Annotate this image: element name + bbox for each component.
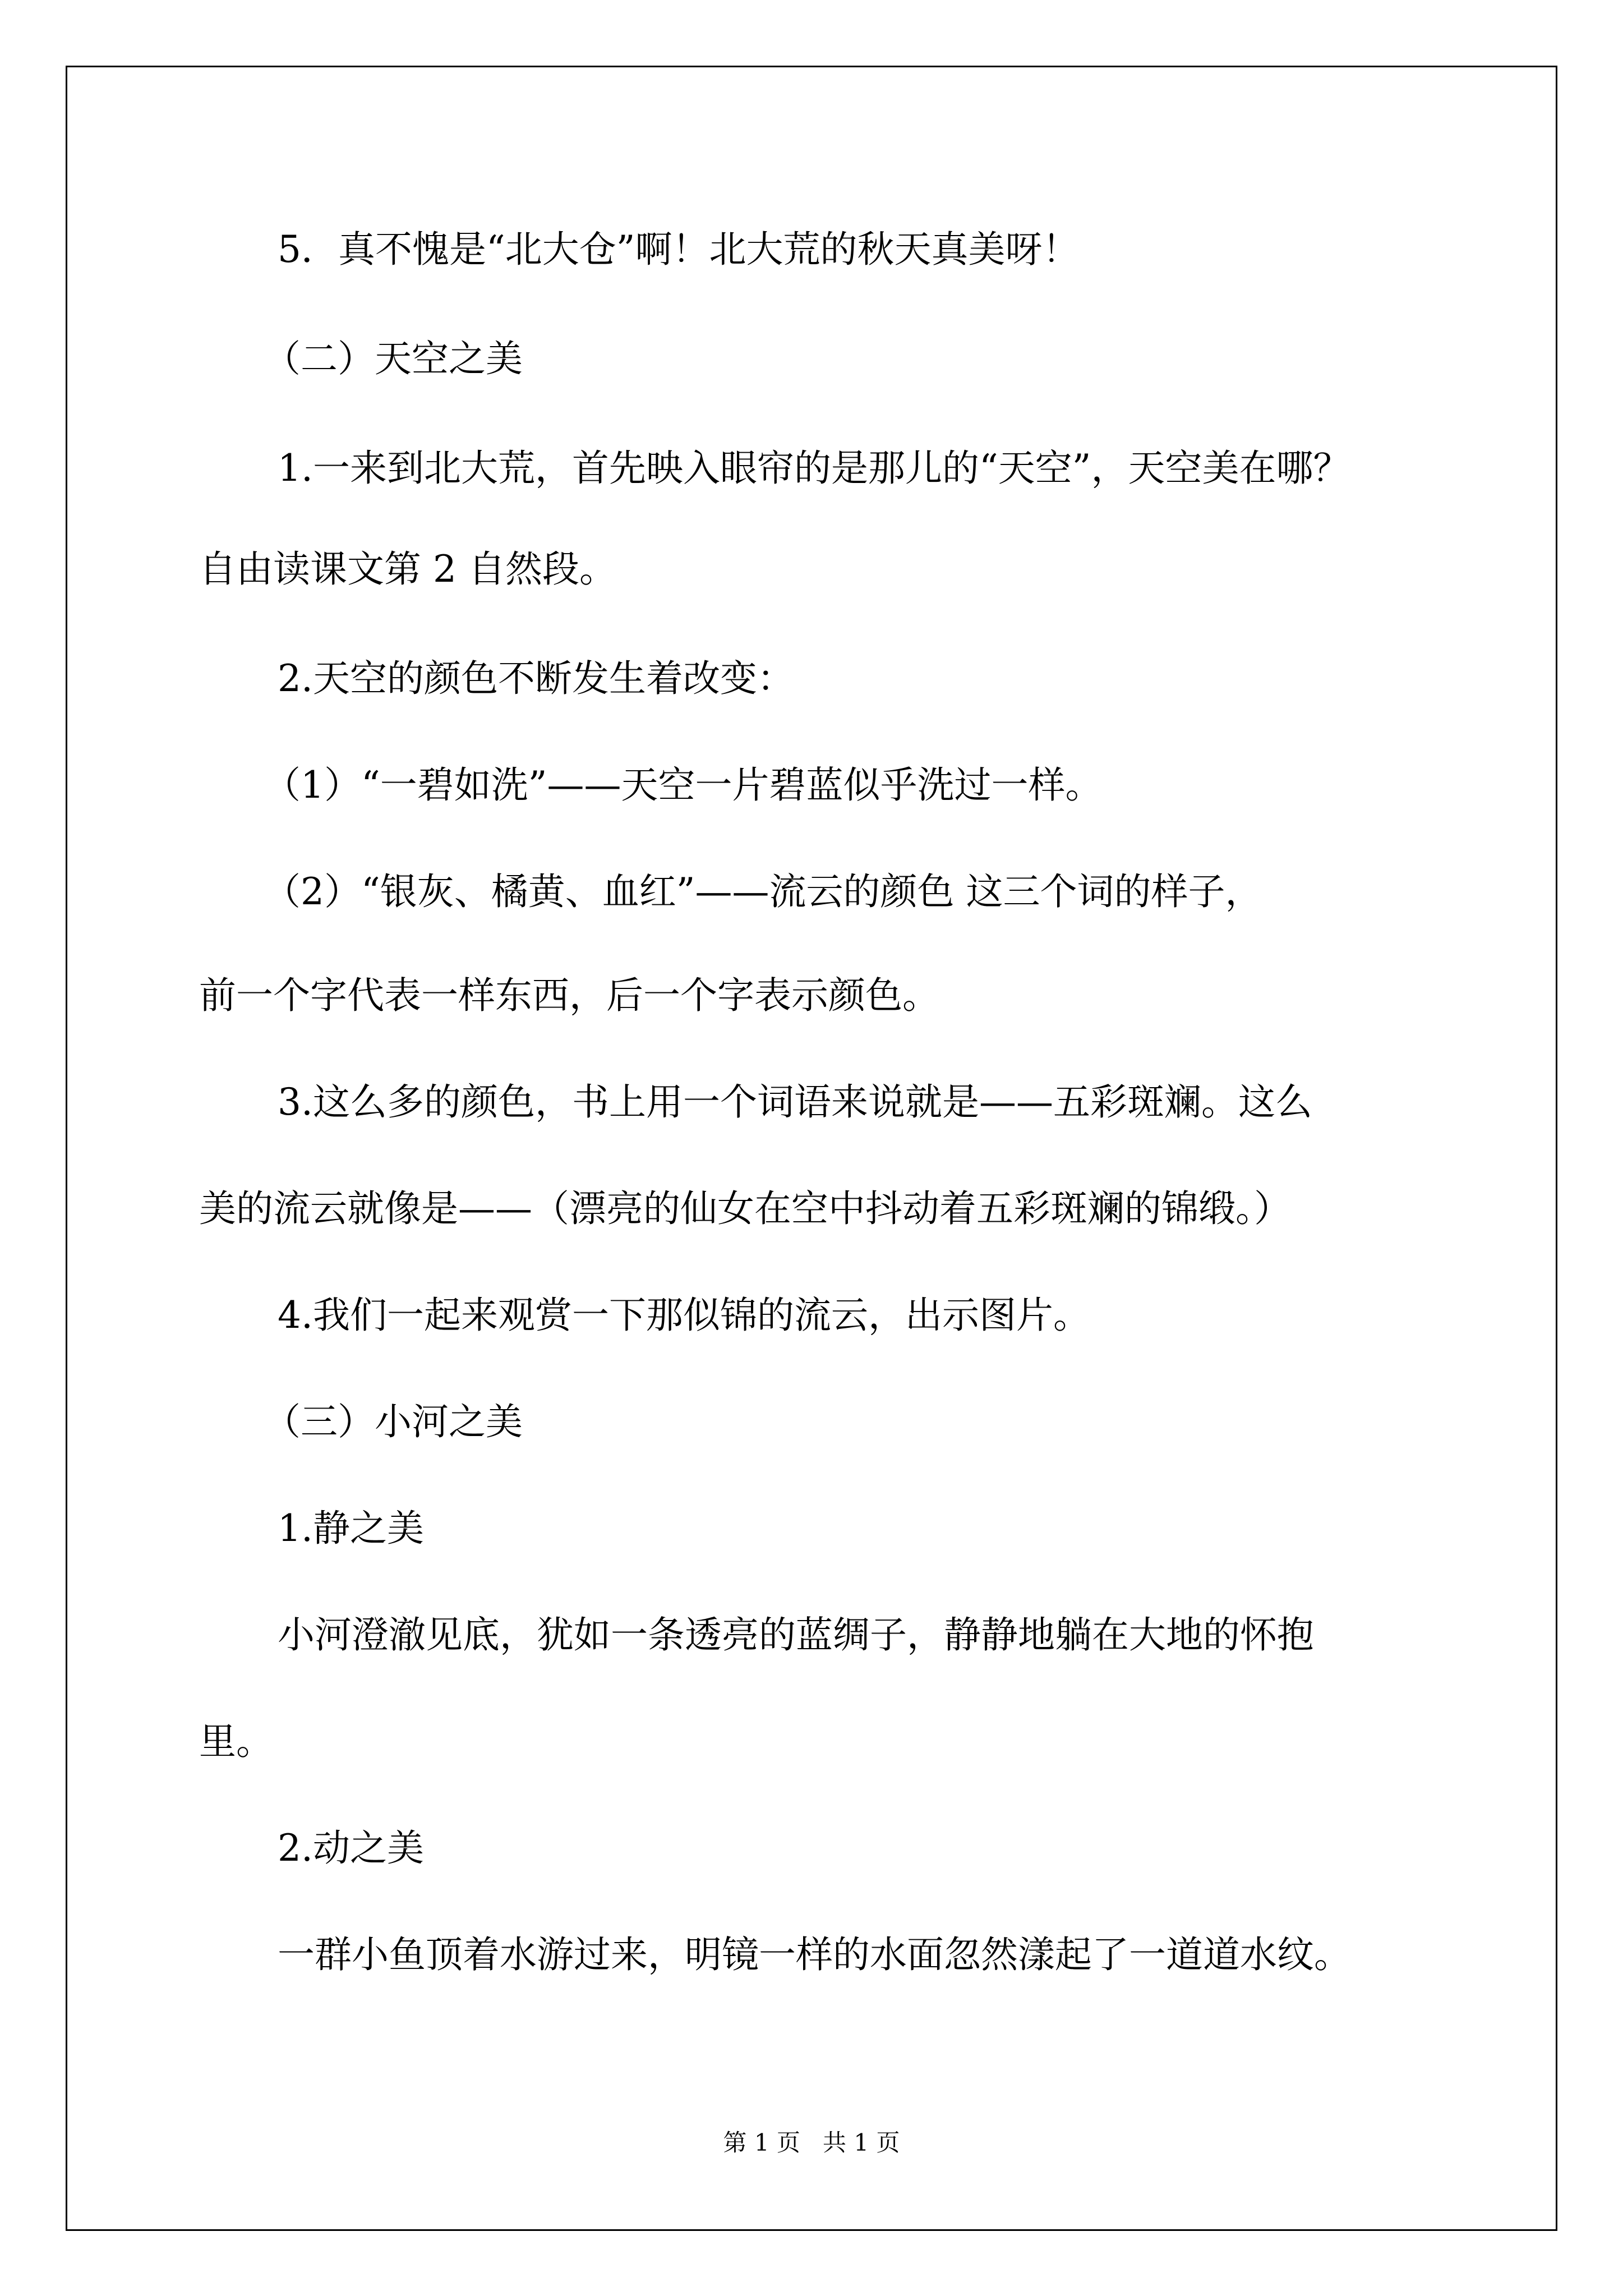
paragraph-line: 里。 <box>199 1720 273 1763</box>
subheading: 2.动之美 <box>278 1826 424 1870</box>
paragraph-line: 5．真不愧是“北大仓”啊！北大荒的秋天真美呀！ <box>278 228 1080 271</box>
subheading: 1.静之美 <box>278 1507 424 1550</box>
paragraph-line: 1.一来到北大荒，首先映入眼帘的是那儿的“天空”，天空美在哪？ <box>278 447 1350 490</box>
paragraph-line: （2）“银灰、橘黄、血红”——流云的颜色 这三个词的样子， <box>264 870 1262 913</box>
section-heading: （二）天空之美 <box>264 337 523 380</box>
paragraph-line: 2.天空的颜色不断发生着改变： <box>278 657 794 700</box>
page-border <box>66 66 1557 2231</box>
paragraph-line: 美的流云就像是——（漂亮的仙女在空中抖动着五彩斑斓的锦缎。） <box>199 1187 1291 1230</box>
paragraph-line: 自由读课文第 2 自然段。 <box>199 547 616 591</box>
paragraph-line: 一群小鱼顶着水游过来，明镜一样的水面忽然漾起了一道道水纹。 <box>278 1933 1351 1976</box>
section-heading: （三）小河之美 <box>264 1400 523 1443</box>
paragraph-line: 前一个字代表一样东西，后一个字表示颜色。 <box>199 974 939 1017</box>
paragraph-line: （1）“一碧如洗”——天空一片碧蓝似乎洗过一样。 <box>264 763 1103 807</box>
page-footer: 第 1 页 共 1 页 <box>723 2129 900 2156</box>
paragraph-line: 4.我们一起来观赏一下那似锦的流云，出示图片。 <box>278 1294 1090 1337</box>
paragraph-line: 3.这么多的颜色，书上用一个词语来说就是——五彩斑斓。这么 <box>278 1080 1312 1124</box>
paragraph-line: 小河澄澈见底，犹如一条透亮的蓝绸子，静静地躺在大地的怀抱 <box>278 1613 1314 1657</box>
